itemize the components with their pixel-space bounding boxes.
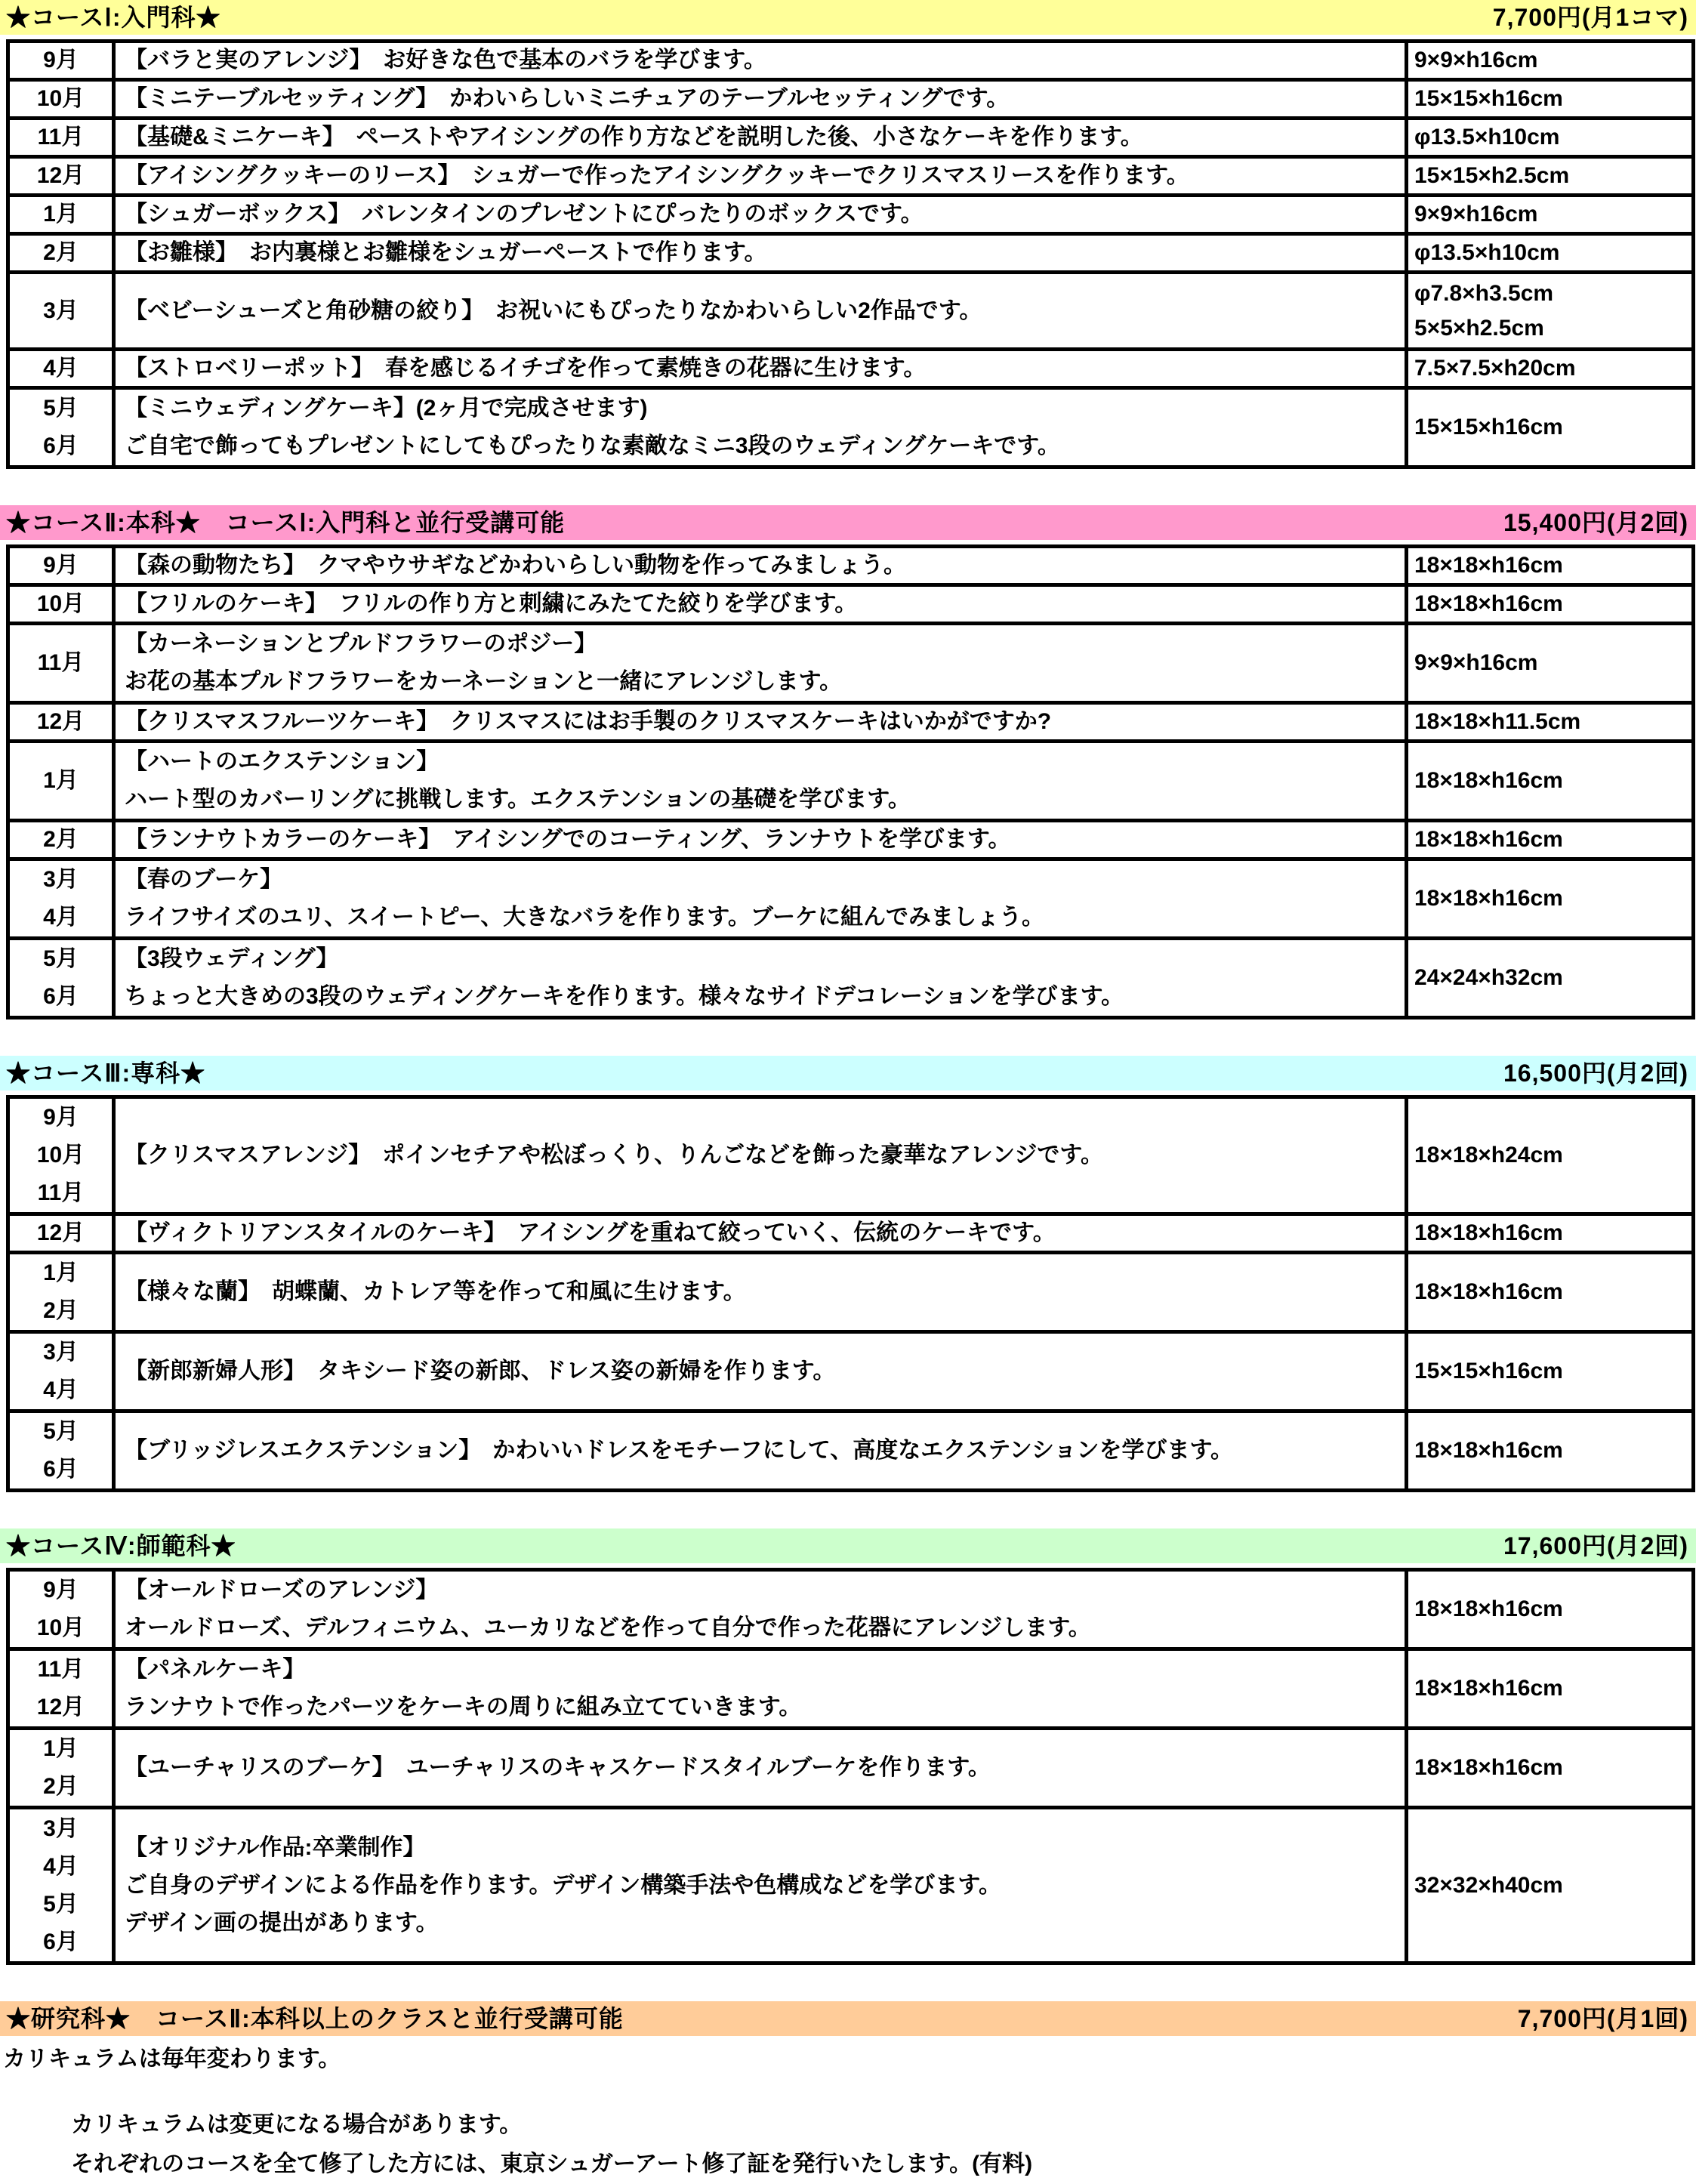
table-row: [8, 742, 1694, 821]
month-cell: 10月: [8, 80, 114, 119]
month-cell: 4月: [8, 350, 114, 388]
month-cell: 5月 6月: [8, 388, 114, 467]
month-cell: 12月: [8, 1214, 114, 1253]
size-cell: φ7.8×h3.5cm 5×5×h2.5cm: [1407, 273, 1694, 350]
description-cell: 【ランナウトカラーのケーキ】 アイシングでのコーティング、ランナウトを学びます。: [114, 821, 1407, 859]
section-price: 16,500円(月2回): [1503, 1060, 1688, 1087]
description-cell: 【クリスマスアレンジ】 ポインセチアや松ぼっくり、りんごなどを飾った豪華なアレンジです。: [114, 1097, 1407, 1214]
table-row: [8, 1808, 1694, 1963]
size-cell: 18×18×h16cm: [1407, 1570, 1694, 1649]
table-row: [8, 80, 1694, 119]
table-row: [8, 157, 1694, 196]
section-title: ★研究科★ コースⅡ:本科以上のクラスと並行受講可能: [6, 2005, 624, 2032]
month-cell: 3月: [8, 273, 114, 350]
description-cell: 【カーネーションとプルドフラワーのポジー】 お花の基本プルドフラワーをカーネーションと一緒にアレンジします。: [114, 624, 1407, 703]
table-row: [8, 859, 1694, 939]
section-price: 7,700円(月1コマ): [1492, 4, 1688, 31]
size-cell: 32×32×h40cm: [1407, 1808, 1694, 1963]
table-row: [8, 119, 1694, 157]
table-row: [8, 1253, 1694, 1332]
note-curriculum-change: カリキュラムは変更になる場合があります。: [71, 2112, 523, 2137]
section-header-band: [0, 1528, 1696, 1563]
table-row: [8, 703, 1694, 742]
size-cell: 18×18×h11.5cm: [1407, 703, 1694, 742]
course-section-4: [0, 1528, 1696, 1965]
table-row: [8, 1649, 1694, 1729]
size-cell: 18×18×h16cm: [1407, 585, 1694, 624]
size-cell: φ13.5×h10cm: [1407, 119, 1694, 157]
month-cell: 5月 6月: [8, 939, 114, 1018]
size-cell: 15×15×h16cm: [1407, 80, 1694, 119]
description-cell: 【ミニテーブルセッティング】 かわいらしいミニチュアのテーブルセッティングです。: [114, 80, 1407, 119]
month-cell: 2月: [8, 234, 114, 273]
course-section-3: [0, 1056, 1696, 1492]
course-section-1: [0, 0, 1696, 469]
size-cell: 18×18×h16cm: [1407, 1411, 1694, 1491]
size-cell: 15×15×h16cm: [1407, 1332, 1694, 1411]
month-cell: 9月 10月 11月: [8, 1097, 114, 1214]
table-row: [8, 350, 1694, 388]
course-table: [6, 1095, 1695, 1492]
size-cell: 15×15×h2.5cm: [1407, 157, 1694, 196]
description-cell: 【ヴィクトリアンスタイルのケーキ】 アイシングを重ねて絞っていく、伝統のケーキです。: [114, 1214, 1407, 1253]
section-price: 7,700円(月1回): [1517, 2005, 1688, 2032]
table-row: [8, 42, 1694, 80]
description-cell: 【様々な蘭】 胡蝶蘭、カトレア等を作って和風に生けます。: [114, 1253, 1407, 1332]
section-title: ★コースⅣ:師範科★: [6, 1532, 236, 1559]
month-cell: 10月: [8, 585, 114, 624]
description-cell: 【ベビーシューズと角砂糖の絞り】 お祝いにもぴったりなかわいらしい2作品です。: [114, 273, 1407, 350]
footer-notes: [0, 2045, 1696, 2184]
table-row: [8, 1570, 1694, 1649]
month-cell: 12月: [8, 703, 114, 742]
table-row: [8, 1411, 1694, 1491]
size-cell: 18×18×h16cm: [1407, 742, 1694, 821]
description-cell: 【ハートのエクステンション】 ハート型のカバーリングに挑戦します。エクステンションの基礎を学びます。: [114, 742, 1407, 821]
table-row: [8, 1332, 1694, 1411]
size-cell: 18×18×h16cm: [1407, 1729, 1694, 1808]
description-cell: 【シュガーボックス】 バレンタインのプレゼントにぴったりのボックスです。: [114, 196, 1407, 234]
month-cell: 1月 2月: [8, 1253, 114, 1332]
description-cell: 【森の動物たち】 クマやウサギなどかわいらしい動物を作ってみましょう。: [114, 547, 1407, 585]
month-cell: 12月: [8, 157, 114, 196]
size-cell: 18×18×h16cm: [1407, 1649, 1694, 1729]
table-row: [8, 939, 1694, 1018]
note-certificate: それぞれのコースを全て修了した方には、東京シュガーアート修了証を発行いたします。(有料): [71, 2152, 1033, 2176]
description-cell: 【クリスマスフルーツケーキ】 クリスマスにはお手製のクリスマスケーキはいかがですか?: [114, 703, 1407, 742]
section-price: 15,400円(月2回): [1503, 509, 1688, 536]
section-header-band: [0, 505, 1696, 540]
description-cell: 【オールドローズのアレンジ】 オールドローズ、デルフィニウム、ユーカリなどを作って自分で作った花器にアレンジします。: [114, 1570, 1407, 1649]
note-annual-change: カリキュラムは毎年変わります。: [3, 2047, 341, 2071]
description-cell: 【3段ウェディング】 ちょっと大きめの3段のウェディングケーキを作ります。様々なサイドデコレーションを学びます。: [114, 939, 1407, 1018]
description-cell: 【フリルのケーキ】 フリルの作り方と刺繍にみたてた絞りを学びます。: [114, 585, 1407, 624]
month-cell: 3月 4月 5月 6月: [8, 1808, 114, 1963]
course-table: [6, 1568, 1695, 1965]
size-cell: φ13.5×h10cm: [1407, 234, 1694, 273]
month-cell: 3月 4月: [8, 1332, 114, 1411]
description-cell: 【春のブーケ】 ライフサイズのユリ、スイートピー、大きなバラを作ります。ブーケに組んでみましょう。: [114, 859, 1407, 939]
table-row: [8, 388, 1694, 467]
description-cell: 【お雛様】 お内裏様とお雛様をシュガーペーストで作ります。: [114, 234, 1407, 273]
course-section-5: [0, 2001, 1696, 2036]
month-cell: 1月: [8, 196, 114, 234]
size-cell: 7.5×7.5×h20cm: [1407, 350, 1694, 388]
size-cell: 9×9×h16cm: [1407, 624, 1694, 703]
size-cell: 18×18×h16cm: [1407, 547, 1694, 585]
section-title: ★コースⅠ:入門科★: [6, 4, 221, 31]
section-header-band: [0, 2001, 1696, 2036]
table-row: [8, 547, 1694, 585]
size-cell: 9×9×h16cm: [1407, 42, 1694, 80]
description-cell: 【アイシングクッキーのリース】 シュガーで作ったアイシングクッキーでクリスマスリースを作ります。: [114, 157, 1407, 196]
month-cell: 1月 2月: [8, 1729, 114, 1808]
section-title: ★コースⅢ:専科★: [6, 1060, 206, 1087]
description-cell: 【新郎新婦人形】 タキシード姿の新郎、ドレス姿の新婦を作ります。: [114, 1332, 1407, 1411]
size-cell: 18×18×h16cm: [1407, 859, 1694, 939]
course-section-2: [0, 505, 1696, 1020]
size-cell: 18×18×h16cm: [1407, 1214, 1694, 1253]
month-cell: 11月 12月: [8, 1649, 114, 1729]
description-cell: 【パネルケーキ】 ランナウトで作ったパーツをケーキの周りに組み立てていきます。: [114, 1649, 1407, 1729]
table-row: [8, 196, 1694, 234]
description-cell: 【ストロベリーポット】 春を感じるイチゴを作って素焼きの花器に生けます。: [114, 350, 1407, 388]
size-cell: 15×15×h16cm: [1407, 388, 1694, 467]
table-row: [8, 234, 1694, 273]
month-cell: 3月 4月: [8, 859, 114, 939]
table-row: [8, 1097, 1694, 1214]
section-header-band: [0, 1056, 1696, 1090]
description-cell: 【ユーチャリスのブーケ】 ユーチャリスのキャスケードスタイルブーケを作ります。: [114, 1729, 1407, 1808]
month-cell: 5月 6月: [8, 1411, 114, 1491]
month-cell: 9月 10月: [8, 1570, 114, 1649]
section-price: 17,600円(月2回): [1503, 1532, 1688, 1559]
course-table: [6, 39, 1695, 469]
size-cell: 18×18×h16cm: [1407, 1253, 1694, 1332]
description-cell: 【オリジナル作品:卒業制作】 ご自身のデザインによる作品を作ります。デザイン構築手法や色構成などを学びます。 デザイン画の提出があります。: [114, 1808, 1407, 1963]
table-row: [8, 821, 1694, 859]
month-cell: 11月: [8, 624, 114, 703]
month-cell: 1月: [8, 742, 114, 821]
description-cell: 【基礎&ミニケーキ】 ペーストやアイシングの作り方などを説明した後、小さなケーキを作ります。: [114, 119, 1407, 157]
table-row: [8, 1214, 1694, 1253]
description-cell: 【バラと実のアレンジ】 お好きな色で基本のバラを学びます。: [114, 42, 1407, 80]
section-header-band: [0, 0, 1696, 35]
section-title: ★コースⅡ:本科★ コースⅠ:入門科と並行受講可能: [6, 509, 566, 536]
size-cell: 18×18×h24cm: [1407, 1097, 1694, 1214]
month-cell: 11月: [8, 119, 114, 157]
table-row: [8, 624, 1694, 703]
size-cell: 9×9×h16cm: [1407, 196, 1694, 234]
month-cell: 9月: [8, 42, 114, 80]
course-table: [6, 544, 1695, 1020]
month-cell: 9月: [8, 547, 114, 585]
description-cell: 【ミニウェディングケーキ】(2ヶ月で完成させます) ご自宅で飾ってもプレゼントにしてもぴったりな素敵なミニ3段のウェディングケーキです。: [114, 388, 1407, 467]
description-cell: 【ブリッジレスエクステンション】 かわいいドレスをモチーフにして、高度なエクステンションを学びます。: [114, 1411, 1407, 1491]
table-row: [8, 273, 1694, 350]
table-row: [8, 585, 1694, 624]
table-row: [8, 1729, 1694, 1808]
size-cell: 18×18×h16cm: [1407, 821, 1694, 859]
month-cell: 2月: [8, 821, 114, 859]
size-cell: 24×24×h32cm: [1407, 939, 1694, 1018]
